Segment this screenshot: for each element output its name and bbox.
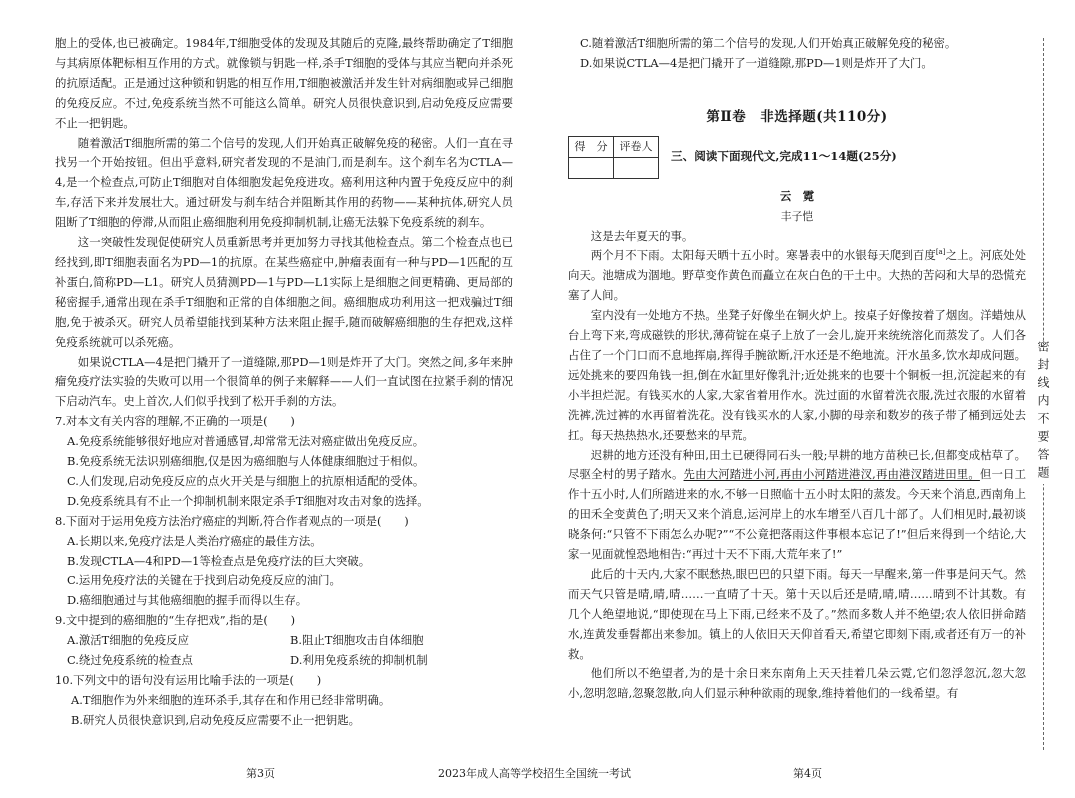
passage-paragraph: 随着激活T细胞所需的第二个信号的发现,人们开始真正破解免疫的秘密。人们一直在寻找另一个开始按钮。但出乎意料,研究者发现的不是油门,而是刹车。这个刹车名为CTLA—4,是一个检查点,可防止T细胞对自体细胞发起免疫进攻。癌利用这种内置于免疫反应中的刹车,存活下来并发展壮大。通过研发与刹车结合并阻断其作用的药物——某种抗体,研究人员阻断了T细胞的停滞,从而阻止癌细胞利用免疫抑制机制,让癌无法躲下免疫系统的刹车。 bbox=[55, 135, 513, 230]
page-number-left: 第3页 bbox=[246, 767, 275, 780]
option-c: C.随着激活T细胞所需的第二个信号的发现,人们开始真正破解免疫的秘密。 bbox=[580, 36, 957, 50]
option-d: D.如果说CTLA—4是把门撬开了一道缝隙,那PD—1则是炸开了大门。 bbox=[580, 55, 933, 70]
passage-author: 丰子恺 bbox=[780, 209, 814, 223]
option-c: C.运用免疫疗法的关键在于找到启动免疫反应的油门。 bbox=[67, 573, 341, 588]
passage-paragraph bbox=[568, 246, 1026, 306]
passage-paragraph: 他们所以不绝望者,为的是十余日来东南角上天天挂着几朵云霓,它们忽浮忽沉,忽大忽小,忽明忽暗,忽聚忽散,向人们显示种种欲雨的现象,维持着他们的一线希望。有 bbox=[568, 666, 1026, 701]
option-c: C.绕过免疫系统的检查点 bbox=[67, 653, 193, 668]
right-page-column bbox=[568, 34, 1026, 704]
option-d: D.利用免疫系统的抑制机制 bbox=[290, 653, 428, 668]
footer-exam-title: 2023年成人高等学校招生全国统一考试 bbox=[438, 767, 631, 780]
option-a: A.长期以来,免疫疗法是人类治疗癌症的最佳方法。 bbox=[67, 533, 322, 548]
score-label: 得 分 bbox=[569, 136, 614, 157]
grader-cell bbox=[614, 157, 659, 178]
option-d: D.癌细胞通过与其他癌细胞的握手而得以生存。 bbox=[67, 593, 308, 608]
question-10 bbox=[55, 671, 513, 731]
passage-paragraph: 此后的十天内,大家不眠愁热,眼巴巴的只望下雨。每天一早醒来,第一件事是问天气。然而天气只管是晴,晴,晴……一直晴了十天。第十天以后还是晴,晴,晴……晴到不计其数。有几个人绝望地说,“即使现在马上下雨,已经来不及了。”然而多数人并不绝望;农人依旧拼命踏水,连黄发垂髫都出来参加。镇上的人依旧天天仰首看天,希望它即刻下雨,或者还有万一的补救。 bbox=[568, 566, 1026, 661]
option-b: B.阻止T细胞攻击自体细胞 bbox=[290, 633, 424, 648]
question-stem: 7.对本文有关内容的理解,不正确的一项是( ) bbox=[55, 414, 295, 429]
question-stem: 10.下列文中的语句没有运用比喻手法的一项是( ) bbox=[55, 673, 322, 687]
passage-title: 云 霓 bbox=[779, 188, 815, 203]
question-7 bbox=[55, 412, 513, 512]
option-d: D.免疫系统具有不止一个抑制机制来限定杀手T细胞对攻击对象的选择。 bbox=[67, 493, 429, 508]
text-run: 之上。河底处处向天。池塘成为涸地。野草变作黄色而矗立在灰白色的干土中。大热的苦闷和大旱的恐慌充塞了人间。 bbox=[568, 248, 1026, 303]
option-a: A.免疫系统能够很好地应对普通感冒,却常常无法对癌症做出免疫反应。 bbox=[67, 434, 425, 449]
option-c: C.人们发现,启动免疫反应的点火开关是与细胞上的抗原相适配的受体。 bbox=[67, 473, 425, 488]
text-run: 迟耕的地方还没有种田,田土已硬得同石头一般;早耕的地方苗秧已长,但都变成枯草了。尽驱全村的男子踏水。 bbox=[568, 447, 1026, 482]
score-box bbox=[568, 136, 659, 179]
option-a: A.T细胞作为外来细胞的连环杀手,其存在和作用已经非常明确。 bbox=[71, 692, 391, 707]
left-page-column bbox=[55, 34, 513, 731]
passage-paragraph: 这一突破性发现促使研究人员重新思考并更加努力寻找其他检查点。第二个检查点也已经找到,即T细胞表面名为PD—1的抗原。在某些癌症中,肿瘤表面有一种与PD—1匹配的互补蛋白,简称PD—L1。研究人员猜测PD—1与PD—L1实际上是细胞之间更精确、更局部的秘密握手,通常出现在杀手T细胞和正常的自体细胞之间。癌细胞成功利用这一把戏骗过T细胞,免于被杀灭。研究人员希望能找到某种方法来阻止握手,随而破解癌细胞的生存把戏,这样免疫系统就可以杀死癌。 bbox=[55, 235, 513, 349]
grader-label: 评卷人 bbox=[614, 136, 659, 157]
question-9 bbox=[55, 611, 513, 671]
option-b: B.发现CTLA—4和PD—1等检查点是免疫疗法的巨大突破。 bbox=[67, 553, 371, 568]
option-a: A.激活T细胞的免疫反应 bbox=[67, 633, 189, 648]
passage-paragraph: 胞上的受体,也已被确定。1984年,T细胞受体的发现及其随后的克隆,最终帮助确定了T细胞与其病原体靶标相互作用的方式。就像锁与钥匙一样,杀手T细胞的受体与其应当靶向并杀死的抗原适配。正是通过这种锁和钥匙的相互作用,T细胞被激活并发生针对病细胞或异己细胞的免疫反应。不过,免疫系统当然不可能这么简单。研究人员很快意识到,启动免疫反应需要不止一把钥匙。 bbox=[55, 36, 513, 130]
section-instruction: 三、阅读下面现代文,完成11～14题(25分) bbox=[671, 149, 897, 164]
text-run: 两个月不下雨。太阳每天晒十五小时。寒暑表中的水银每天爬到百度 bbox=[590, 248, 936, 263]
option-b: B.免疫系统无法识别癌细胞,仅是因为癌细胞与人体健康细胞过于相似。 bbox=[67, 454, 425, 469]
passage-paragraph bbox=[568, 446, 1026, 565]
question-stem: 8.下面对于运用免疫方法治疗癌症的判断,符合作者观点的一项是( ) bbox=[55, 513, 409, 528]
page-number-right: 第4页 bbox=[793, 767, 822, 780]
question-stem: 9.文中提到的癌细胞的“生存把戏”,指的是( ) bbox=[55, 613, 296, 628]
score-cell bbox=[569, 157, 614, 178]
passage-paragraph: 如果说CTLA—4是把门撬开了一道缝隙,那PD—1则是炸开了大门。突然之间,多年来肿瘤免疫疗法实验的失败可以用一个很简单的例子来解释——人们一直试图在拉紧手刹的情况下启动汽车。史上首次,人们似乎找到了松开手刹的方法。 bbox=[55, 354, 513, 409]
text-run: 但一日工作十五小时,人们所踏进来的水,不够一日照临十五小时太阳的蒸发。今天来个消息,西南角上的田禾全变黄色了;明天又来个消息,运河岸上的水车增至八百几十部了。人们相见时,最初谈晓条何:“只管不下雨怎么办呢?”“不公竟把落雨这件事根本忘记了!”但后来得到一个结论,大家一见面就惶恐地相告:“再过十天不下雨,大荒年来了!” bbox=[568, 467, 1026, 562]
footnote-marker: [a] bbox=[935, 248, 946, 257]
passage-paragraph: 这是去年夏天的事。 bbox=[590, 228, 694, 243]
option-b: B.研究人员很快意识到,启动免疫反应需要不止一把钥匙。 bbox=[71, 712, 360, 727]
question-8 bbox=[55, 512, 513, 612]
passage-paragraph: 室内没有一处地方不热。坐凳子好像坐在铜火炉上。按桌子好像按着了烟囱。洋蜡烛从台上弯下来,弯成磁铁的形状,薄荷锭在桌子上放了一会儿,旋开来统统溶化而蒸发了。人们各占住了一个门口而不息地挥扇,挥得手腕欲断,汗水还是不绝地流。汗水虽多,饮水却成问题。远处挑来的要四角钱一担,倒在水缸里好像乳汁;近处挑来的也要十个铜板一担,沉淀起来的有小半担烂泥。有钱买水的人家,大家省着用作水。洗过面的水留着洗衣服,洗过衣服的水留着洗裤,洗过裤的水再留着洗花。没有钱买水的人家,小脚的母亲和数岁的孩子带了桶到远处去扛。每天热热热水,还要愁来的早荒。 bbox=[568, 308, 1026, 442]
section-title: 第Ⅱ卷 非选择题(共110分) bbox=[706, 108, 888, 125]
score-row bbox=[568, 136, 1026, 179]
underlined-sentence: 先由大河踏进小河,再由小河踏进港汊,再由港汊踏进田里。 bbox=[683, 467, 980, 482]
seal-line-text: 密封线内不要答题 bbox=[1036, 340, 1050, 484]
